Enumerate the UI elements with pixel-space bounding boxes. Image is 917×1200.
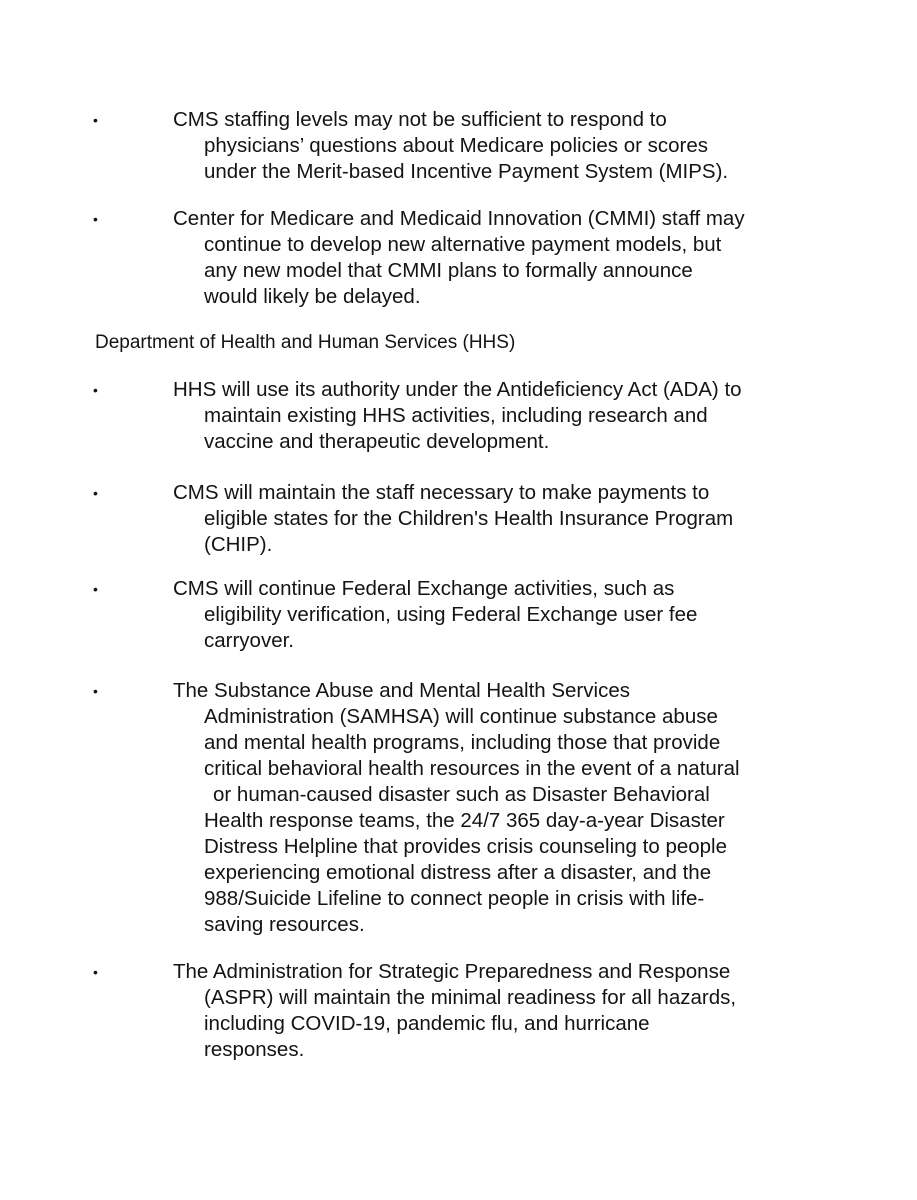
text-line: CMS will continue Federal Exchange activities, such as [173, 577, 675, 600]
text-line: responses. [204, 1038, 305, 1061]
text-line: vaccine and therapeutic development. [204, 430, 550, 453]
bullet-text [173, 959, 833, 1063]
bullet-marker: • [93, 964, 98, 980]
text-line: under the Merit-based Incentive Payment System (MIPS). [204, 160, 729, 183]
bullet-marker: • [93, 683, 98, 699]
text-line: critical behavioral health resources in the event of a natural [204, 757, 740, 780]
text-line: saving resources. [204, 913, 365, 936]
text-line: The Substance Abuse and Mental Health Services [173, 679, 630, 702]
bullet-marker: • [93, 581, 98, 597]
text-line: any new model that CMMI plans to formally announce [204, 259, 693, 282]
text-line: Distress Helpline that provides crisis counseling to people [204, 835, 728, 858]
text-line: The Administration for Strategic Preparedness and Response [173, 960, 731, 983]
text-line: carryover. [204, 629, 294, 652]
bullet-text [173, 480, 833, 558]
text-line: HHS will use its authority under the Antideficiency Act (ADA) to [173, 378, 742, 401]
text-line: (CHIP). [204, 533, 273, 556]
bullet-marker: • [93, 112, 98, 128]
bullet-marker: • [93, 211, 98, 227]
bullet-text [173, 576, 833, 654]
text-line: eligibility verification, using Federal Exchange user fee [204, 603, 698, 626]
section-heading-hhs: Department of Health and Human Services (HHS) [95, 332, 516, 353]
bullet-text [173, 206, 833, 310]
text-line: or human-caused disaster such as Disaster Behavioral [213, 783, 710, 806]
bullet-text [173, 107, 833, 185]
text-line: including COVID-19, pandemic flu, and hurricane [204, 1012, 650, 1035]
text-line: maintain existing HHS activities, including research and [204, 404, 708, 427]
text-line: physicians’ questions about Medicare policies or scores [204, 134, 709, 157]
text-line: Administration (SAMHSA) will continue substance abuse [204, 705, 718, 728]
text-line: CMS will maintain the staff necessary to make payments to [173, 481, 710, 504]
bullet-marker: • [93, 382, 98, 398]
bullet-marker: • [93, 485, 98, 501]
text-line: 988/Suicide Lifeline to connect people in crisis with life- [204, 887, 705, 910]
text-line: continue to develop new alternative payment models, but [204, 233, 722, 256]
bullet-text [173, 678, 833, 938]
text-line: experiencing emotional distress after a disaster, and the [204, 861, 712, 884]
text-line: and mental health programs, including those that provide [204, 731, 721, 754]
text-line: eligible states for the Children's Health Insurance Program [204, 507, 734, 530]
text-line: would likely be delayed. [204, 285, 421, 308]
bullet-text [173, 377, 833, 455]
text-line: CMS staffing levels may not be sufficient to respond to [173, 108, 667, 131]
text-line: (ASPR) will maintain the minimal readiness for all hazards, [204, 986, 737, 1009]
text-line: Health response teams, the 24/7 365 day-a-year Disaster [204, 809, 725, 832]
text-line: Center for Medicare and Medicaid Innovation (CMMI) staff may [173, 207, 745, 230]
